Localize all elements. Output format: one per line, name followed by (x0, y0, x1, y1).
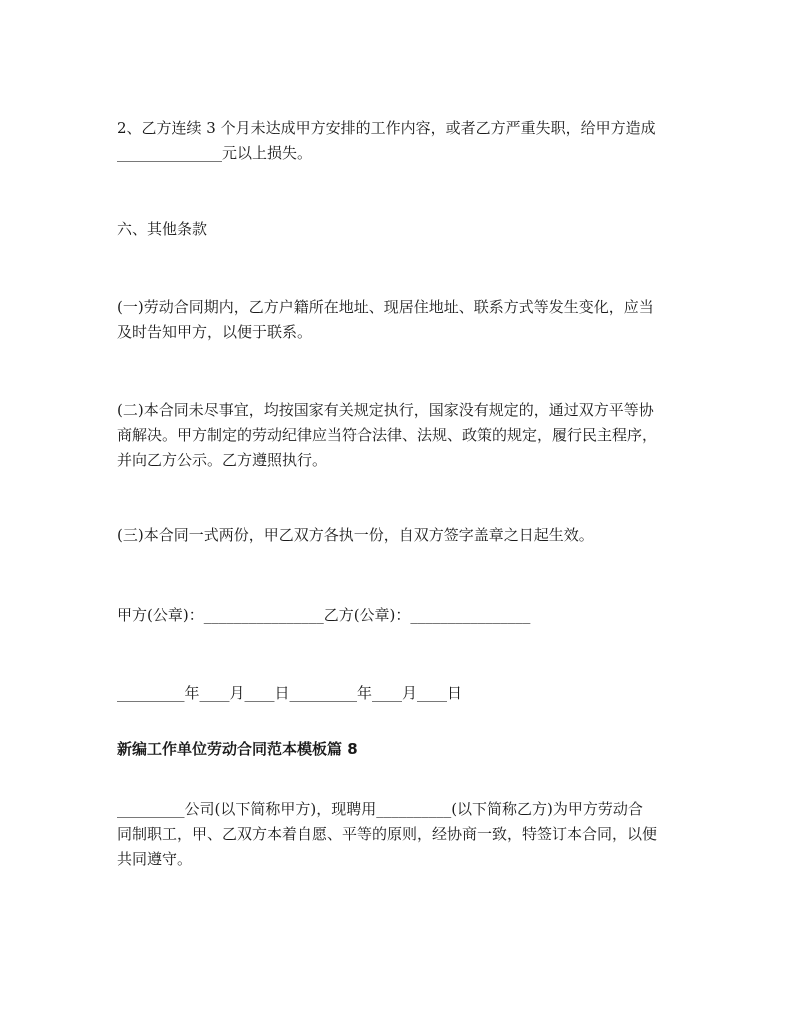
text-line: 2、乙方连续 3 个月未达成甲方安排的工作内容，或者乙方严重失职，给甲方造成 (117, 119, 656, 137)
date-line (117, 681, 692, 706)
section-heading-template-8 (117, 737, 692, 762)
text-line: (三)本合同一式两份，甲乙双方各执一份，自双方签字盖章之日起生效。 (117, 526, 594, 544)
heading-text: 新编工作单位劳动合同范本模板篇 8 (117, 740, 358, 758)
signature-line (117, 603, 692, 628)
section-heading-other-terms (117, 217, 692, 242)
text-line: 及时告知甲方，以便于联系。 (117, 323, 313, 341)
paragraph-intro (117, 797, 692, 872)
signature-text: 甲方(公章)：________________乙方(公章)：________________ (117, 606, 531, 624)
text-line: ______________元以上损失。 (117, 144, 313, 162)
text-line: (一)劳动合同期内，乙方户籍所在地址、现居住地址、联系方式等发生变化，应当 (117, 298, 654, 316)
paragraph-clause-3 (117, 523, 692, 548)
date-text: _________年____月____日_________年____月____日 (117, 684, 463, 702)
paragraph-clause-1 (117, 295, 692, 345)
paragraph-item-2 (117, 116, 692, 166)
text-line: _________公司(以下简称甲方)，现聘用__________(以下简称乙方)为甲方劳动合 (117, 800, 643, 818)
heading-text: 六、其他条款 (117, 220, 208, 238)
paragraph-clause-2 (117, 398, 692, 473)
text-line: (二)本合同未尽事宜，均按国家有关规定执行，国家没有规定的，通过双方平等协 (117, 401, 654, 419)
text-line: 并向乙方公示。乙方遵照执行。 (117, 451, 328, 469)
text-line: 商解决。甲方制定的劳动纪律应当符合法律、法规、政策的规定，履行民主程序， (117, 426, 658, 444)
text-line: 同制职工，甲、乙双方本着自愿、平等的原则，经协商一致，特签订本合同，以便 (117, 825, 658, 843)
text-line: 共同遵守。 (117, 850, 193, 868)
